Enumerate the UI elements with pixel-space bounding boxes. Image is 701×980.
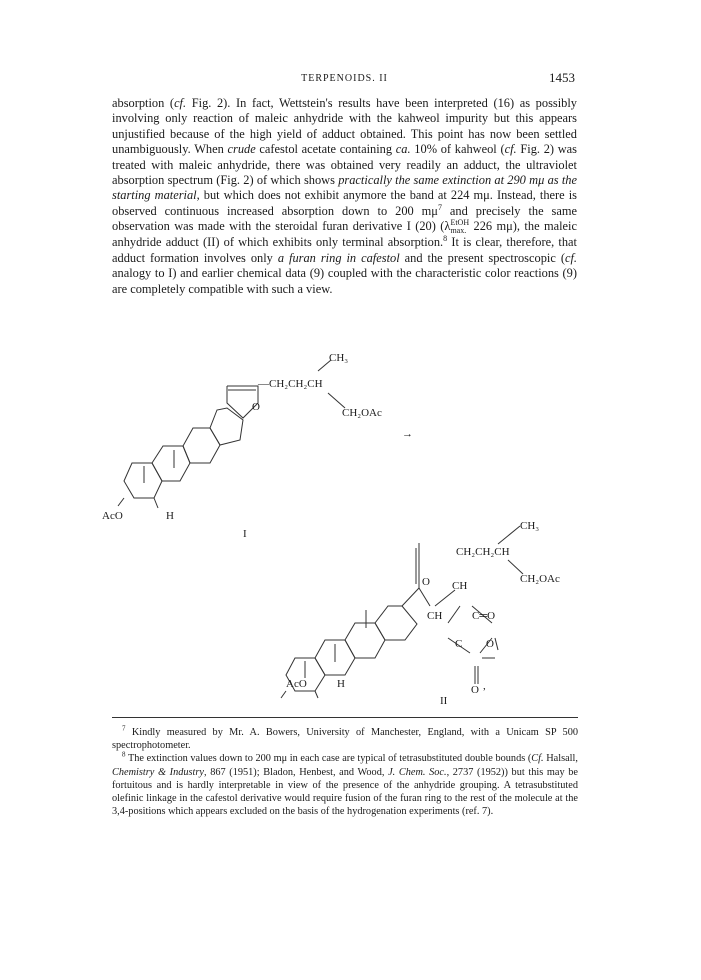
body-italic-run: cf.	[174, 96, 187, 110]
s2-bridge-oxygen-label: O	[422, 576, 430, 588]
s2-side-chain-label: CH₂CH₂CH	[456, 546, 510, 558]
lambda-max-scripts	[450, 219, 469, 235]
body-italic-run: a furan ring in cafestol	[277, 250, 400, 265]
s2-ch2oac-label: CH₂OAc	[520, 573, 560, 585]
body-text-run: and precisely the same observation was made with the steroidal furan derivative I (20) (λ	[112, 203, 577, 234]
body-text-run: analogy to I) and earlier chemical data (9) coupled with the characteristic color reactions (9) are completely compatible with such a view.	[112, 266, 577, 296]
s1-furan-oxygen-label: O	[252, 401, 260, 413]
footnote-text: Halsall,	[543, 753, 578, 765]
body-text-run: Fig. 2). In fact, Wettstein's results have been interpreted (16) as possibly involving only reaction of maleic anhydride with the kahweol impurity but this appears unjustified because of the high yield of adduct obtained. This point has now been settled unambiguously. When	[112, 96, 577, 157]
footnote-marker: 8	[122, 750, 126, 759]
body-text-run: 226 mμ), the maleic anhydride adduct (II) of which exhibits only terminal absorption.	[112, 219, 577, 250]
s1-ch3-label: CH₃	[329, 352, 349, 364]
s2-hydrogen-label: H	[337, 678, 345, 690]
running-head: TERPENOIDS. II	[301, 73, 388, 84]
s1-side-chain-label: —CH₂CH₂CH	[258, 378, 323, 390]
body-text-run: absorption (	[112, 96, 175, 110]
s2-ch-label-lower: CH	[427, 610, 443, 622]
s2-ch3-label: CH₃	[520, 520, 540, 532]
footnote-italic: Cf.	[531, 753, 544, 765]
body-italic-run: ca.	[395, 142, 411, 157]
footnote-text: , 2737 (1952)) but this may be fortuitous and is hardly interpretable in view of the presence of the anhydride grouping. A tetrasubstituted olefinic linkage in the cafestol derivative would require fusion of the furan ring to the rest of the molecule at the 3,4-positions which appears excluded on the basis of the hydrogenation experiments (ref. 7).	[112, 766, 578, 818]
structure-ii-ch2oac-bond	[508, 560, 523, 574]
journal-title: J. Chem. Soc.	[388, 766, 447, 778]
s2-carbonyl-oxygen-label: O	[471, 684, 479, 696]
footnote-8	[112, 752, 578, 818]
body-italic-run: cf.	[564, 250, 577, 265]
s1-acetoxy-label: AcO	[102, 510, 123, 522]
s2-carbon-label: C	[455, 638, 463, 650]
footnote-divider	[112, 717, 578, 718]
body-italic-run: cf.	[504, 142, 517, 157]
compound-label-ii: II	[440, 695, 448, 707]
lambda-solvent: EtOH	[450, 218, 470, 228]
footnote-text: Kindly measured by Mr. A. Bowers, University of Manchester, England, with a Unicam SP 500 spectrophotometer.	[112, 727, 578, 752]
footnote-7	[112, 726, 578, 752]
s2-ch-label-upper: CH	[452, 580, 468, 592]
structure-i-steroid-skeleton	[118, 408, 243, 508]
body-text-run: and the present spectroscopic (	[399, 250, 565, 265]
body-text-run: It is clear, therefore, that adduct formation involves only	[112, 235, 577, 265]
footnote-marker: 7	[122, 724, 126, 733]
chemical-structures-figure	[100, 348, 600, 708]
body-paragraph	[112, 96, 577, 297]
body-text-run: Fig. 2) was treated with maleic anhydride, there was obtained very readily an adduct, the ultraviolet absorption spectrum (Fig. 2) of which shows	[112, 142, 578, 188]
footnote-ref-8[interactable]: 8	[443, 234, 448, 244]
reaction-arrow: →	[402, 428, 413, 440]
body-text-run: , but which does not exhibit anymore the band at 224 mμ. Instead, there is observed continuous increased absorption down to 200 mμ	[112, 188, 577, 218]
footnote-text: , 867 (1951); Bladon, Henbest, and Wood,	[203, 766, 389, 778]
compound-label-i: I	[243, 528, 247, 540]
structure-i-ch2oac-bond	[328, 393, 345, 408]
s2-carbonyl-label-right: C═O	[472, 610, 496, 622]
s2-anhydride-oxygen-label: O	[486, 638, 494, 650]
body-italic-run: crude	[227, 142, 256, 157]
s2-comma-mark: ,	[483, 680, 486, 692]
structure-ii-ch3-bond	[498, 526, 520, 544]
journal-title: Chemistry & Industry	[112, 766, 204, 778]
footnote-ref-7[interactable]: 7	[437, 202, 442, 212]
body-text-run: 10% of kahweol (	[410, 142, 505, 157]
page-number: 1453	[549, 70, 575, 85]
lambda-max-label: max.	[450, 226, 467, 236]
s1-ch2oac-label: CH₂OAc	[342, 407, 382, 419]
body-italic-run: practically the same extinction at 290 mμ as the starting material	[112, 173, 577, 203]
s2-acetoxy-label: AcO	[286, 678, 307, 690]
body-text-run: cafestol acetate containing	[255, 142, 396, 157]
page-header	[112, 70, 577, 88]
footnotes	[112, 726, 578, 818]
footnote-text: The extinction values down to 200 mμ in each case are typical of tetrasubstituted double bounds (	[125, 753, 532, 765]
s1-hydrogen-label: H	[166, 510, 174, 522]
